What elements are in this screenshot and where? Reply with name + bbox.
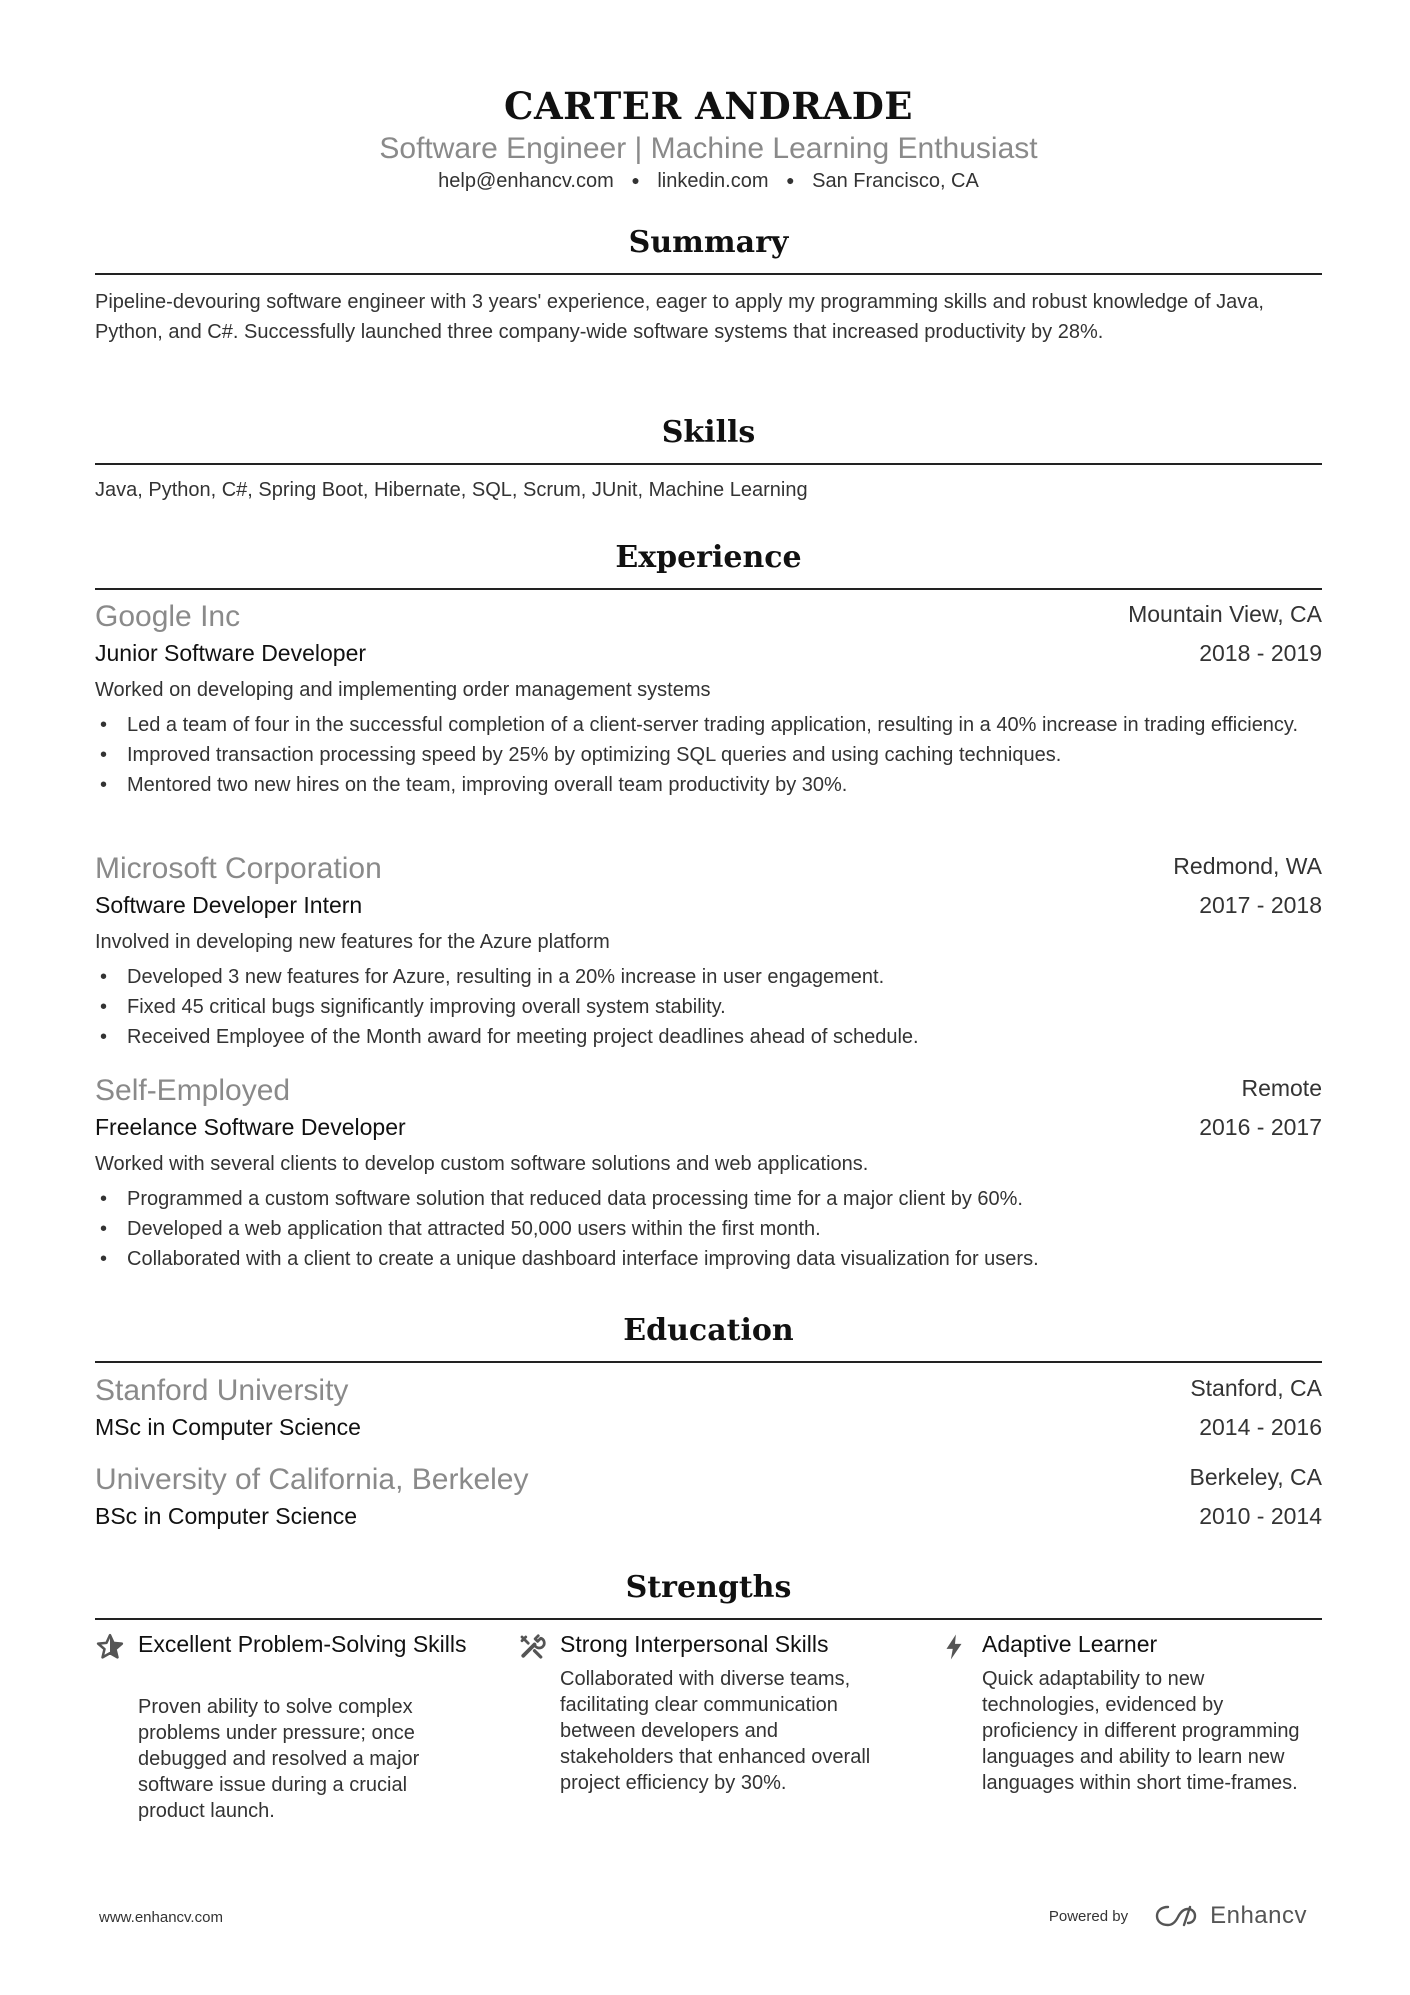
list-item: • Fixed 45 critical bugs significantly improving overall system stability. bbox=[95, 992, 1322, 1022]
lightning-icon bbox=[939, 1632, 969, 1662]
section-divider bbox=[95, 273, 1322, 275]
candidate-name: CARTER ANDRADE bbox=[504, 84, 913, 128]
company-name: Self-Employed bbox=[95, 1074, 291, 1107]
contact-location: San Francisco, CA bbox=[812, 170, 979, 192]
contact-linkedin[interactable]: linkedin.com bbox=[657, 170, 769, 192]
section-heading-education: Education bbox=[623, 1313, 794, 1348]
section-heading-strengths: Strengths bbox=[625, 1570, 792, 1605]
job-bullets bbox=[95, 1184, 1322, 1274]
job-location: Redmond, WA bbox=[1173, 853, 1322, 879]
job-location: Remote bbox=[1241, 1075, 1322, 1101]
strength-title: Adaptive Learner bbox=[982, 1631, 1158, 1657]
strength-title: Excellent Problem-Solving Skills bbox=[138, 1631, 467, 1657]
powered-by-label: Powered by bbox=[1048, 1907, 1129, 1925]
job-description: Involved in developing new features for the Azure platform bbox=[95, 931, 610, 953]
section-divider bbox=[95, 1618, 1322, 1620]
list-item: • Programmed a custom software solution that reduced data processing time for a major client by 60%. bbox=[95, 1184, 1322, 1214]
job-description: Worked on developing and implementing order management systems bbox=[95, 679, 711, 701]
enhancv-logo-icon bbox=[1154, 1903, 1202, 1929]
section-heading-experience: Experience bbox=[615, 540, 802, 575]
job-bullets bbox=[95, 710, 1322, 800]
company-name: Google Inc bbox=[95, 600, 241, 633]
star-icon bbox=[95, 1632, 125, 1662]
section-heading-summary: Summary bbox=[628, 225, 789, 260]
separator-dot: ● bbox=[786, 172, 795, 188]
list-item: • Collaborated with a client to create a unique dashboard interface improving data visualization for users. bbox=[95, 1244, 1322, 1274]
footer-branding bbox=[1049, 1902, 1307, 1930]
job-bullets bbox=[95, 962, 1322, 1052]
school-name: University of California, Berkeley bbox=[95, 1463, 529, 1496]
resume-page bbox=[95, 0, 1322, 1995]
section-divider bbox=[95, 588, 1322, 590]
job-dates: 2016 - 2017 bbox=[1199, 1114, 1322, 1140]
list-item: • Improved transaction processing speed by 25% by optimizing SQL queries and using caching techniques. bbox=[95, 740, 1322, 770]
strength-description: Quick adaptability to new technologies, evidenced by proficiency in different programming languages and ability to learn new languages within short time-frames. bbox=[982, 1668, 1300, 1794]
job-role: Junior Software Developer bbox=[95, 640, 367, 666]
degree: BSc in Computer Science bbox=[95, 1503, 358, 1529]
enhancv-brand[interactable]: Enhancv bbox=[1210, 1902, 1307, 1929]
school-location: Berkeley, CA bbox=[1189, 1464, 1322, 1490]
section-divider bbox=[95, 1361, 1322, 1363]
job-dates: 2018 - 2019 bbox=[1199, 640, 1322, 666]
section-divider bbox=[95, 463, 1322, 465]
job-role: Software Developer Intern bbox=[95, 892, 363, 918]
separator-dot: ● bbox=[631, 172, 640, 188]
summary-text: Pipeline-devouring software engineer with 3 years' experience, eager to apply my programming skills and robust knowledge of Java, Python, and C#. Successfully launched three company-wide software systems that increased productivity by 28%. bbox=[95, 291, 1264, 343]
contact-email[interactable]: help@enhancv.com bbox=[438, 170, 614, 192]
list-item: • Developed 3 new features for Azure, resulting in a 20% increase in user engagement. bbox=[95, 962, 1322, 992]
degree: MSc in Computer Science bbox=[95, 1414, 361, 1440]
school-location: Stanford, CA bbox=[1190, 1375, 1322, 1401]
contact-line bbox=[95, 170, 1322, 193]
education-dates: 2014 - 2016 bbox=[1199, 1414, 1322, 1440]
job-location: Mountain View, CA bbox=[1128, 601, 1322, 627]
job-dates: 2017 - 2018 bbox=[1199, 892, 1322, 918]
company-name: Microsoft Corporation bbox=[95, 852, 382, 885]
list-item: • Led a team of four in the successful completion of a client-server trading application, resulting in a 40% increase in trading efficiency. bbox=[95, 710, 1322, 740]
list-item: • Developed a web application that attracted 50,000 users within the first month. bbox=[95, 1214, 1322, 1244]
list-item: • Mentored two new hires on the team, improving overall team productivity by 30%. bbox=[95, 770, 1322, 800]
list-item: • Received Employee of the Month award for meeting project deadlines ahead of schedule. bbox=[95, 1022, 1322, 1052]
skills-text: Java, Python, C#, Spring Boot, Hibernate, SQL, Scrum, JUnit, Machine Learning bbox=[95, 479, 808, 501]
education-dates: 2010 - 2014 bbox=[1199, 1503, 1322, 1529]
footer-website[interactable]: www.enhancv.com bbox=[99, 1909, 223, 1926]
strength-description: Proven ability to solve complex problems under pressure; once debugged and resolved a major software issue during a crucial product launch. bbox=[138, 1696, 420, 1822]
strength-description: Collaborated with diverse teams, facilitating clear communication between developers and stakeholders that enhanced overall project efficiency by 30%. bbox=[560, 1668, 871, 1794]
tools-icon bbox=[517, 1632, 547, 1662]
job-role: Freelance Software Developer bbox=[95, 1114, 406, 1140]
job-description: Worked with several clients to develop custom software solutions and web applications. bbox=[95, 1153, 869, 1175]
section-heading-skills: Skills bbox=[661, 415, 756, 450]
strength-title: Strong Interpersonal Skills bbox=[560, 1631, 829, 1657]
school-name: Stanford University bbox=[95, 1374, 349, 1407]
candidate-title: Software Engineer | Machine Learning Enthusiast bbox=[379, 132, 1038, 165]
